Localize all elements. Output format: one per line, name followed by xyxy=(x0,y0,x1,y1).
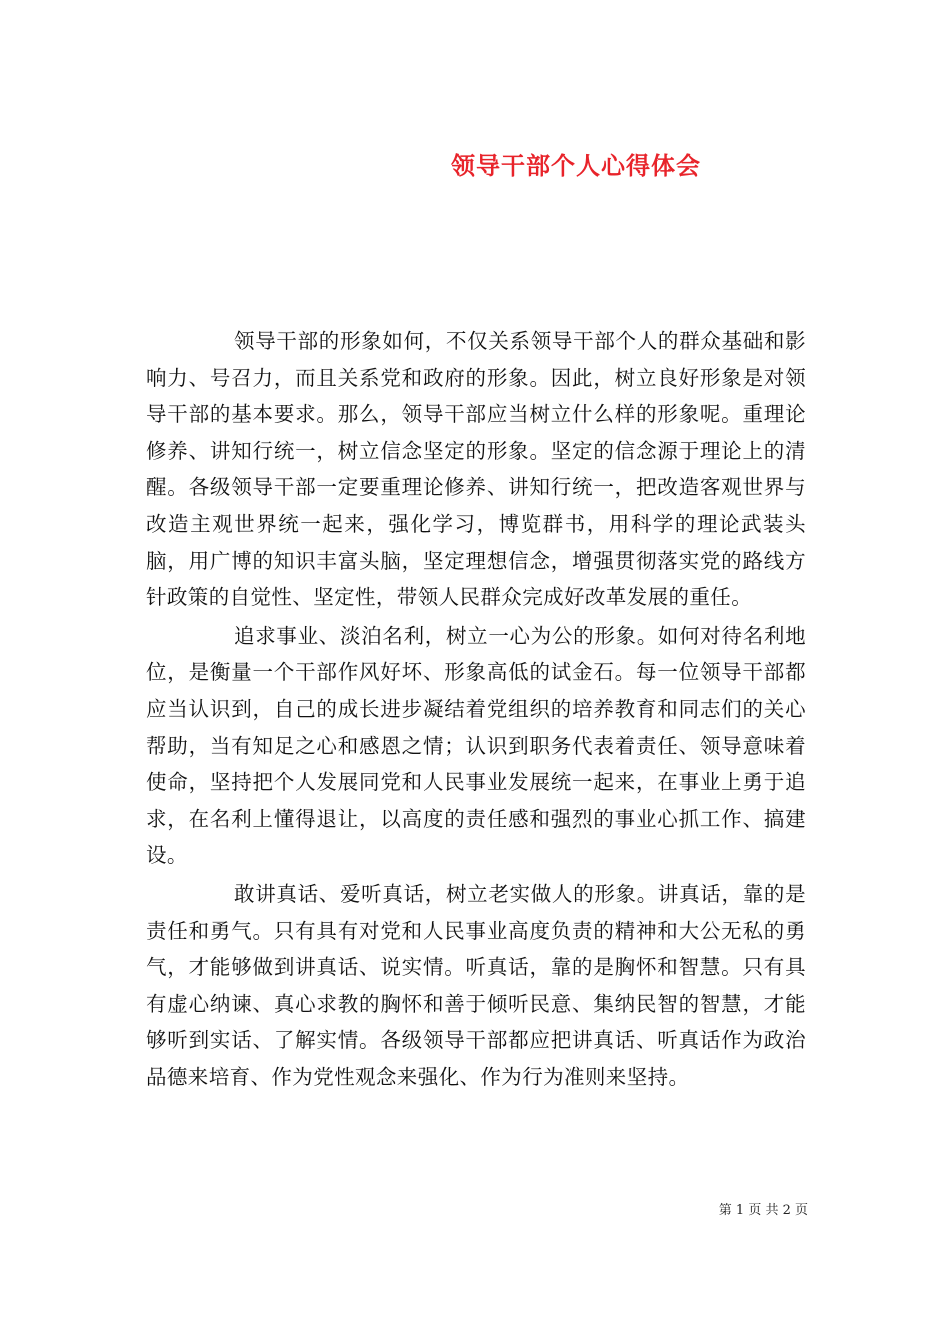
document-title: 领导干部个人心得体会 xyxy=(451,151,701,181)
page-number-footer: 第 1 页 共 2 页 xyxy=(718,1203,808,1218)
paragraph-1: 领导干部的形象如何，不仅关系领导干部个人的群众基础和影响力、号召力，而且关系党和政府的形象。因此，树立良好形象是对领导干部的基本要求。那么，领导干部应当树立什么样的形象呢。重理论修养、讲知行统一，树立信念坚定的形象。坚定的信念源于理论上的清醒。各级领导干部一定要重理论修养、讲知行统一，把改造客观世界与改造主观世界统一起来，强化学习，博览群书，用科学的理论武装头脑，用广博的知识丰富头脑，坚定理想信念，增强贯彻落实党的路线方针政策的自觉性、坚定性，带领人民群众完成好改革发展的重任。 xyxy=(146,329,806,610)
document-body xyxy=(146,323,806,1095)
paragraph-3: 敢讲真话、爱听真话，树立老实做人的形象。讲真话，靠的是责任和勇气。只有具有对党和人民事业高度负责的精神和大公无私的勇气，才能够做到讲真话、说实情。听真话，靠的是胸怀和智慧。只有具有虚心纳谏、真心求教的胸怀和善于倾听民意、集纳民智的智慧，才能够听到实话、了解实情。各级领导干部都应把讲真话、听真话作为政治品德来培育、作为党性观念来强化、作为行为准则来坚持。 xyxy=(146,881,806,1089)
paragraph-2: 追求事业、淡泊名利，树立一心为公的形象。如何对待名利地位，是衡量一个干部作风好坏、形象高低的试金石。每一位领导干部都应当认识到，自己的成长进步凝结着党组织的培养教育和同志们的关心帮助，当有知足之心和感恩之情；认识到职务代表着责任、领导意味着使命，坚持把个人发展同党和人民事业发展统一起来，在事业上勇于追求，在名利上懂得退让，以高度的责任感和强烈的事业心抓工作、搞建设。 xyxy=(146,623,806,868)
